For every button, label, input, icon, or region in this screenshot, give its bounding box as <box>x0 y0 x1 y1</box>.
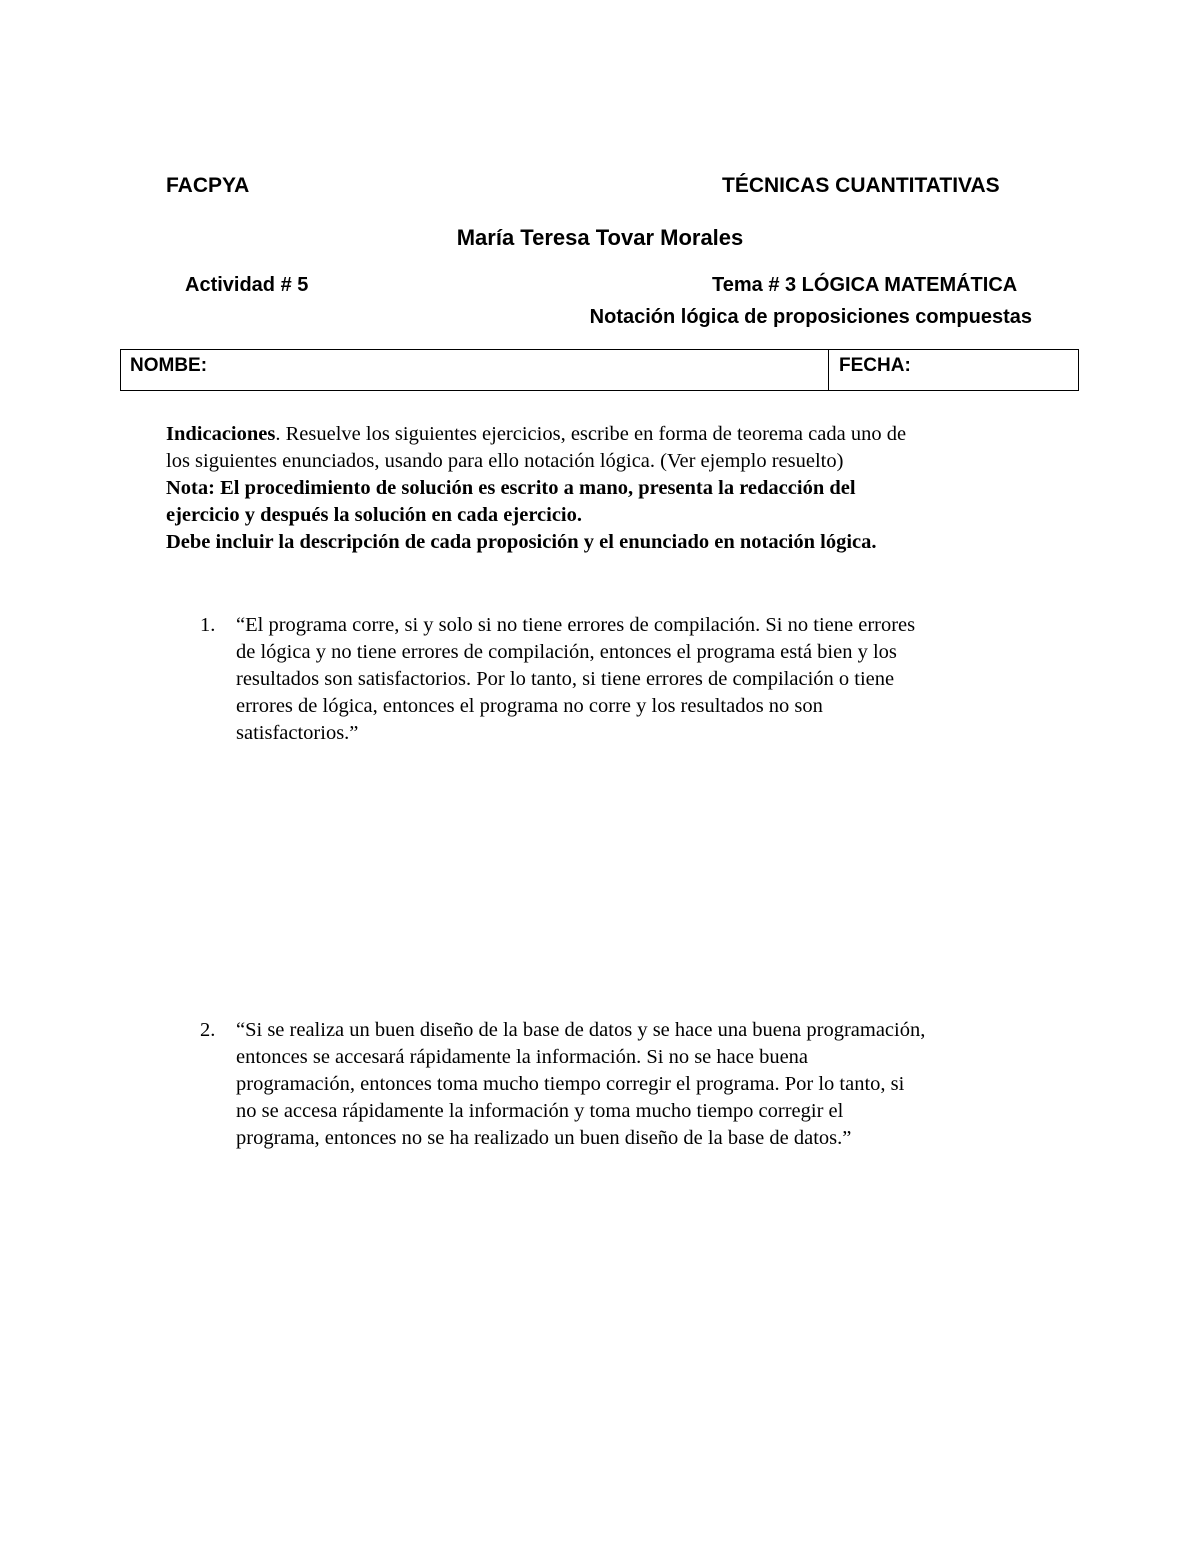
name-label: NOMBE: <box>130 355 208 376</box>
exercise-number: 2. <box>200 1019 216 1041</box>
note-line-2: ejercicio y después la solución en cada ejercicio. <box>166 504 583 526</box>
exercise-number: 1. <box>200 614 216 636</box>
instructions-heading: Indicaciones <box>166 423 276 445</box>
date-field[interactable] <box>829 350 1078 390</box>
topic-title: Tema # 3 LÓGICA MATEMÁTICA <box>712 274 1018 296</box>
note-line-1: Nota: El procedimiento de solución es escrito a mano, presenta la redacción del <box>166 477 856 499</box>
note-line-3: Debe incluir la descripción de cada proposición y el enunciado en notación lógica. <box>166 531 877 553</box>
instructions-block <box>166 421 1046 556</box>
exercise-item <box>200 612 1050 747</box>
exercise-item <box>200 1017 1050 1152</box>
date-label: FECHA: <box>839 355 911 376</box>
activity-number: Actividad # 5 <box>185 274 309 296</box>
instructions-line-2: los siguientes enunciados, usando para ello notación lógica. (Ver ejemplo resuelto) <box>166 450 844 472</box>
exercise-text: “Si se realiza un buen diseño de la base de datos y se hace una buena programación, entonces se accesará rápidamente la información. Si no se hace buena programación, entonces toma mucho tiempo corregir el programa. Por lo tanto, si no se accesa rápidamente la información y toma mucho tiempo corregir el programa, entonces no se ha realizado un buen diseño de la base de datos.” <box>236 1019 926 1149</box>
course-title: TÉCNICAS CUANTITATIVAS <box>722 174 1000 197</box>
instructions-line-1 <box>166 421 1046 448</box>
author-name: María Teresa Tovar Morales <box>456 225 744 250</box>
exercise-text: “El programa corre, si y solo si no tiene errores de compilación. Si no tiene errores de lógica y no tiene errores de compilación, entonces el programa está bien y los resultados son satisfactorios. Por lo tanto, si tiene errores de compilación o tiene errores de lógica, entonces el programa no corre y los resultados no son satisfactorios.” <box>236 614 916 744</box>
subtopic-title: Notación lógica de proposiciones compuestas <box>589 306 1032 328</box>
instructions-line-1-text: . Resuelve los siguientes ejercicios, escribe en forma de teorema cada uno de <box>275 423 907 445</box>
institution-name: FACPYA <box>166 174 250 197</box>
student-info-table <box>120 349 1079 391</box>
name-field[interactable] <box>121 350 829 390</box>
